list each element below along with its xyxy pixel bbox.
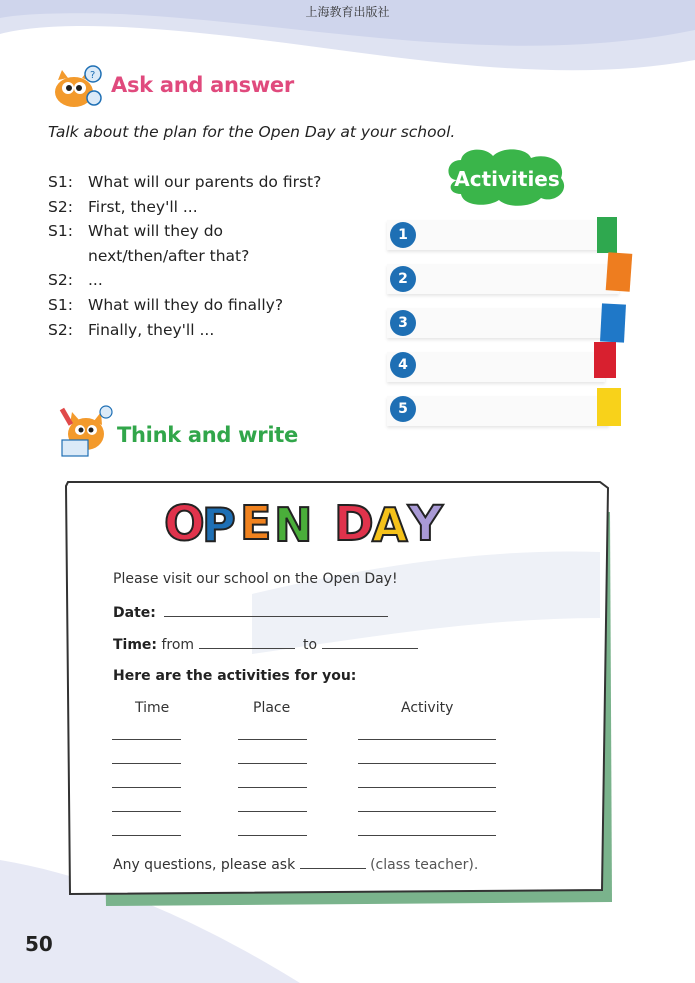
color-tab: [606, 252, 633, 292]
headline-letter: O: [164, 496, 205, 552]
think-write-title: Think and write: [117, 423, 298, 447]
time-to: to: [302, 637, 318, 653]
activity-blank[interactable]: [358, 811, 496, 812]
invite-text: Please visit our school on the Open Day!: [113, 571, 398, 587]
speaker: S1:: [48, 295, 73, 314]
activity-number: 4: [390, 352, 416, 378]
place-blank[interactable]: [238, 835, 307, 836]
headline-letter: N: [274, 498, 313, 552]
instruction-text: Talk about the plan for the Open Day at your school.: [48, 123, 456, 141]
headline-letter: D: [334, 496, 374, 552]
activity-strip: [387, 396, 609, 426]
color-tab: [600, 303, 626, 342]
line-text: next/then/after that?: [88, 246, 250, 265]
questions-row: [113, 856, 478, 873]
time-blank[interactable]: [112, 811, 181, 812]
dialogue: [48, 170, 388, 342]
activities-cloud: [443, 146, 573, 208]
dialogue-line: [48, 195, 388, 220]
speaker: [48, 244, 88, 269]
speaker: S1:: [48, 173, 73, 191]
date-blank[interactable]: [164, 604, 388, 617]
publisher-header: 上海教育出版社: [305, 5, 390, 19]
col-time: Time: [135, 700, 170, 716]
open-day-headline: [164, 496, 484, 556]
dialogue-line: [48, 219, 388, 244]
line-text: First, they'll ...: [88, 197, 198, 216]
activity-number: 5: [390, 396, 416, 422]
teacher-blank[interactable]: [300, 856, 366, 869]
activity-number: 3: [390, 310, 416, 336]
svg-text:?: ?: [90, 70, 96, 81]
page-number: 50: [25, 932, 53, 956]
dialogue-line: [48, 244, 388, 269]
line-text: Finally, they'll ...: [88, 320, 215, 339]
line-text: What will our parents do first?: [88, 173, 322, 191]
headline-letter: A: [372, 498, 408, 552]
activity-strip: [387, 352, 605, 382]
questions-suffix: (class teacher).: [370, 857, 479, 873]
activity-blank[interactable]: [358, 835, 496, 836]
dialogue-line: [48, 318, 388, 343]
ask-answer-title: Ask and answer: [111, 73, 294, 97]
col-place: Place: [253, 700, 291, 716]
activities-label: Activities: [454, 167, 560, 191]
headline-letter: E: [240, 496, 272, 550]
time-blank[interactable]: [112, 739, 181, 740]
speaker: S1:: [48, 222, 73, 241]
date-row: [113, 604, 388, 621]
activities-intro: [113, 668, 356, 684]
activity-blank[interactable]: [358, 739, 496, 740]
time-row: [113, 636, 418, 653]
color-tab: [597, 388, 621, 426]
speaker: S2:: [48, 197, 73, 216]
line-text: ...: [88, 271, 103, 290]
dialogue-line: [48, 293, 388, 318]
color-tab: [594, 342, 616, 378]
col-activity: Activity: [401, 700, 454, 716]
activity-number: 1: [390, 222, 416, 248]
activity-blank[interactable]: [358, 763, 496, 764]
activities-intro-text: Here are the activities for you:: [113, 668, 357, 684]
time-blank[interactable]: [112, 835, 181, 836]
place-blank[interactable]: [238, 787, 307, 788]
speaker: S2:: [48, 271, 73, 290]
cat-writing-icon: [56, 404, 116, 460]
questions-prefix: Any questions, please ask: [113, 857, 296, 873]
time-blank[interactable]: [112, 787, 181, 788]
line-text: What will they do finally?: [88, 295, 284, 314]
time-label: Time:: [113, 637, 158, 653]
activity-strip: [387, 264, 619, 294]
place-blank[interactable]: [238, 763, 307, 764]
time-from: from: [161, 637, 195, 653]
time-from-blank[interactable]: [199, 636, 295, 649]
speaker: S2:: [48, 320, 73, 339]
time-blank[interactable]: [112, 763, 181, 764]
line-text: What will they do: [88, 222, 224, 241]
place-blank[interactable]: [238, 811, 307, 812]
headline-letter: P: [202, 498, 236, 552]
place-blank[interactable]: [238, 739, 307, 740]
headline-letter: Y: [408, 496, 443, 552]
time-to-blank[interactable]: [322, 636, 418, 649]
cat-mascot-icon: [48, 62, 108, 112]
dialogue-line: [48, 268, 388, 293]
activity-blank[interactable]: [358, 787, 496, 788]
activity-number: 2: [390, 266, 416, 292]
dialogue-line: [48, 170, 388, 195]
color-tab: [597, 217, 617, 253]
activity-strip: [387, 220, 609, 250]
activity-strip: [387, 308, 613, 338]
date-label: Date:: [113, 605, 156, 621]
